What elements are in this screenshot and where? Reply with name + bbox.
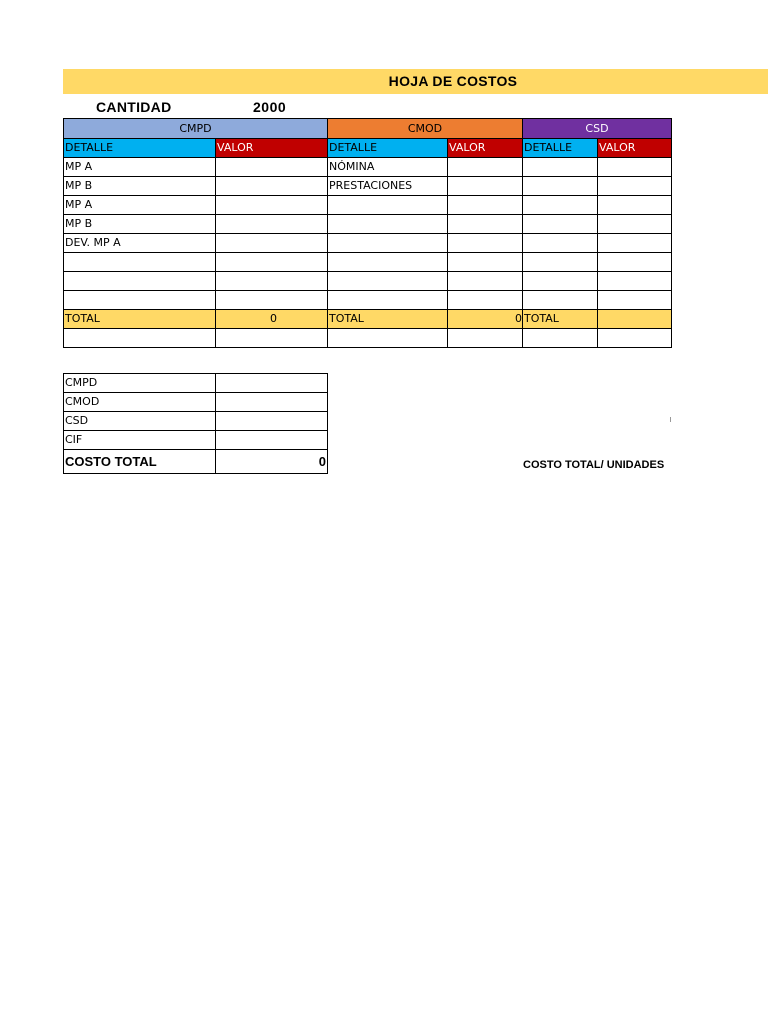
unit-cost-label[interactable]: COSTO TOTAL/ UNIDADES bbox=[523, 459, 665, 471]
summary-label[interactable]: CMOD bbox=[64, 393, 216, 412]
cell[interactable] bbox=[64, 329, 216, 348]
cell[interactable] bbox=[523, 329, 598, 348]
sheet-title: HOJA DE COSTOS bbox=[388, 73, 518, 89]
cell[interactable] bbox=[328, 234, 448, 253]
csd-value-header[interactable]: VALOR bbox=[598, 139, 672, 158]
table-row bbox=[64, 329, 672, 348]
cell[interactable] bbox=[448, 253, 523, 272]
cell[interactable]: MP A bbox=[64, 158, 216, 177]
cell[interactable] bbox=[328, 291, 448, 310]
cell[interactable] bbox=[64, 253, 216, 272]
total-row bbox=[64, 310, 672, 329]
cell[interactable]: PRESTACIONES bbox=[328, 177, 448, 196]
cmod-value-header[interactable]: VALOR bbox=[448, 139, 523, 158]
cell[interactable] bbox=[216, 234, 328, 253]
group-cmpd[interactable]: CMPD bbox=[64, 119, 328, 139]
cell[interactable] bbox=[448, 177, 523, 196]
cell[interactable] bbox=[448, 291, 523, 310]
cell[interactable] bbox=[598, 196, 672, 215]
title-banner bbox=[63, 69, 768, 94]
table-row bbox=[64, 158, 672, 177]
cell[interactable] bbox=[523, 272, 598, 291]
csd-detail-header[interactable]: DETALLE bbox=[523, 139, 598, 158]
cell[interactable] bbox=[216, 272, 328, 291]
cell[interactable] bbox=[448, 234, 523, 253]
summary-row bbox=[64, 412, 328, 431]
cell[interactable] bbox=[598, 272, 672, 291]
csd-total-label[interactable]: TOTAL bbox=[523, 310, 598, 329]
cell[interactable] bbox=[448, 215, 523, 234]
cmod-total-value[interactable]: 0 bbox=[448, 310, 523, 329]
summary-table bbox=[63, 373, 328, 474]
cell[interactable]: MP A bbox=[64, 196, 216, 215]
summary-value[interactable] bbox=[216, 412, 328, 431]
cell[interactable] bbox=[523, 177, 598, 196]
cell[interactable]: NÓMINA bbox=[328, 158, 448, 177]
quantity-value[interactable]: 2000 bbox=[253, 99, 287, 115]
cell[interactable] bbox=[598, 158, 672, 177]
cell[interactable] bbox=[448, 329, 523, 348]
cell[interactable] bbox=[598, 329, 672, 348]
cell[interactable] bbox=[598, 215, 672, 234]
cmpd-total-label[interactable]: TOTAL bbox=[64, 310, 216, 329]
column-header-row bbox=[64, 139, 672, 158]
cell[interactable] bbox=[64, 291, 216, 310]
cmod-detail-header[interactable]: DETALLE bbox=[328, 139, 448, 158]
cell[interactable] bbox=[523, 291, 598, 310]
cell[interactable] bbox=[216, 177, 328, 196]
cell[interactable] bbox=[328, 215, 448, 234]
cmpd-value-header[interactable]: VALOR bbox=[216, 139, 328, 158]
total-cost-label[interactable]: COSTO TOTAL bbox=[64, 450, 216, 474]
total-cost-value[interactable]: 0 bbox=[216, 450, 328, 474]
cell[interactable] bbox=[328, 196, 448, 215]
cmod-total-label[interactable]: TOTAL bbox=[328, 310, 448, 329]
cell[interactable] bbox=[216, 291, 328, 310]
summary-row bbox=[64, 374, 328, 393]
summary-label[interactable]: CSD bbox=[64, 412, 216, 431]
quantity-label: CANTIDAD bbox=[96, 99, 172, 115]
cell[interactable] bbox=[448, 272, 523, 291]
cell[interactable] bbox=[523, 196, 598, 215]
group-cmod[interactable]: CMOD bbox=[328, 119, 523, 139]
summary-label[interactable]: CMPD bbox=[64, 374, 216, 393]
table-row bbox=[64, 196, 672, 215]
summary-value[interactable] bbox=[216, 374, 328, 393]
group-csd[interactable]: CSD bbox=[523, 119, 672, 139]
summary-value[interactable] bbox=[216, 431, 328, 450]
cell[interactable] bbox=[216, 158, 328, 177]
cell[interactable] bbox=[216, 215, 328, 234]
cell[interactable] bbox=[328, 253, 448, 272]
csd-total-value[interactable] bbox=[598, 310, 672, 329]
cell[interactable] bbox=[523, 158, 598, 177]
total-cost-row bbox=[64, 450, 328, 474]
cell[interactable]: MP B bbox=[64, 177, 216, 196]
cell[interactable] bbox=[216, 196, 328, 215]
cell[interactable]: MP B bbox=[64, 215, 216, 234]
cost-table bbox=[63, 118, 672, 348]
summary-row bbox=[64, 393, 328, 412]
cmpd-total-value[interactable]: 0 bbox=[216, 310, 328, 329]
cell[interactable] bbox=[328, 329, 448, 348]
table-row bbox=[64, 272, 672, 291]
group-header-row bbox=[64, 119, 672, 139]
cell[interactable] bbox=[448, 196, 523, 215]
table-row bbox=[64, 234, 672, 253]
cell[interactable] bbox=[523, 253, 598, 272]
table-row bbox=[64, 177, 672, 196]
cell[interactable]: DEV. MP A bbox=[64, 234, 216, 253]
cell-marker bbox=[670, 417, 671, 422]
cell[interactable] bbox=[64, 272, 216, 291]
cell[interactable] bbox=[216, 253, 328, 272]
cell[interactable] bbox=[598, 234, 672, 253]
cell[interactable] bbox=[328, 272, 448, 291]
cell[interactable] bbox=[598, 291, 672, 310]
cmpd-detail-header[interactable]: DETALLE bbox=[64, 139, 216, 158]
cell[interactable] bbox=[598, 177, 672, 196]
cell[interactable] bbox=[598, 253, 672, 272]
cell[interactable] bbox=[523, 215, 598, 234]
table-row bbox=[64, 215, 672, 234]
summary-label[interactable]: CIF bbox=[64, 431, 216, 450]
cell[interactable] bbox=[448, 158, 523, 177]
summary-value[interactable] bbox=[216, 393, 328, 412]
summary-row bbox=[64, 431, 328, 450]
cell[interactable] bbox=[216, 329, 328, 348]
table-row bbox=[64, 291, 672, 310]
cell[interactable] bbox=[523, 234, 598, 253]
table-row bbox=[64, 253, 672, 272]
